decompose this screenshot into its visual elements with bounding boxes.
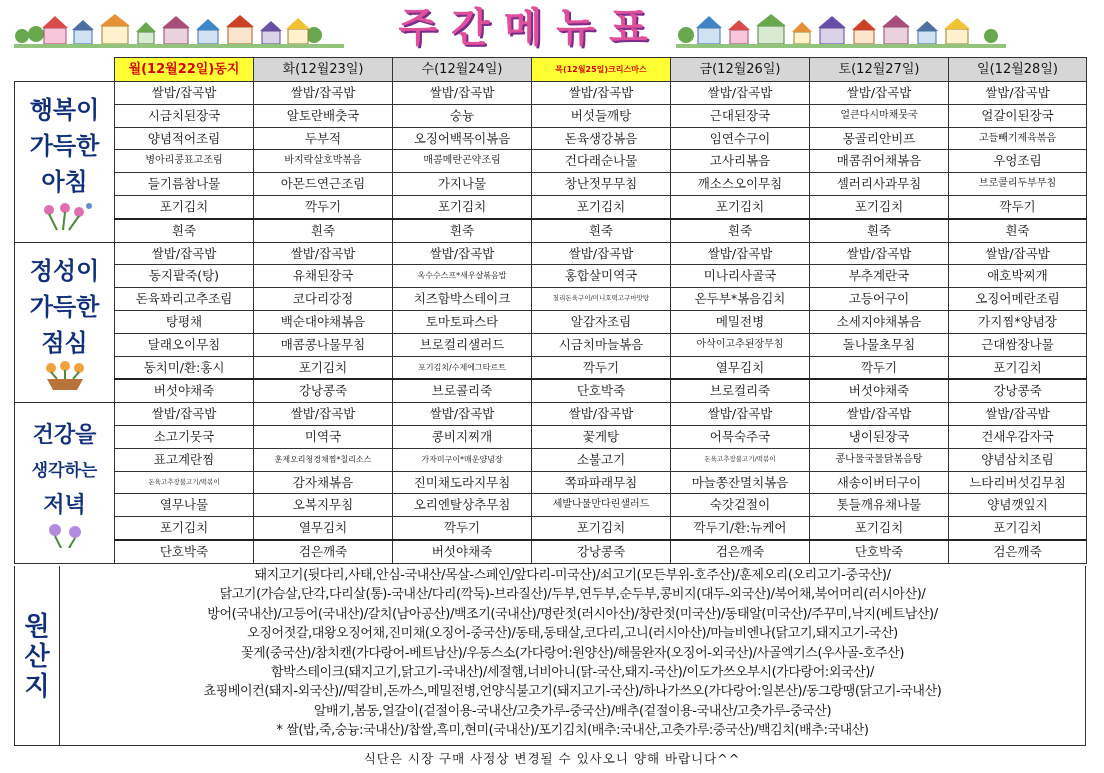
origin-label-char: 지 <box>24 672 50 702</box>
menu-cell: 미역국 <box>254 425 393 448</box>
meal-label-line: 정성이 <box>29 256 100 286</box>
menu-cell: 감자채볶음 <box>254 471 393 494</box>
menu-cell: 근대된장국 <box>671 104 810 127</box>
menu-cell: 깍두기 <box>810 356 949 379</box>
menu-cell: 톳들깨유채나물 <box>810 494 949 517</box>
menu-cell: 돌나물초무침 <box>810 333 949 356</box>
menu-cell: 열무나물 <box>115 494 254 517</box>
meal-label-line: 점심 <box>41 328 88 358</box>
porridge-cell: 흰죽 <box>532 219 671 242</box>
porridge-cell: 검은깨죽 <box>254 540 393 563</box>
menu-cell: 깍두기 <box>532 356 671 379</box>
dinner-row-3 <box>15 471 1087 494</box>
menu-cell: 달래오이무침 <box>115 333 254 356</box>
menu-cell: 포기김치 <box>949 356 1087 379</box>
menu-cell: 쌀밥/잡곡밥 <box>393 82 532 105</box>
origin-line: 방어(국내산)/고등어(국내산)/갈치(남아공산)/백조기(국내산)/명란젓(러시아산)/창란젓(미국산)/동태알(미국산)/주꾸미,낙지(베트남산)/ <box>207 606 938 622</box>
menu-cell: 포기김치 <box>115 195 254 218</box>
footer-note: 식단은 시장 구매 사정상 변경될 수 있사오니 양해 바랍니다^^ <box>363 751 741 766</box>
menu-cell: 돈육꽈리고추조림 <box>115 288 254 311</box>
menu-cell: 시금치마늘볶음 <box>532 333 671 356</box>
origin-line: * 쌀(밥,죽,숭늉:국내산)/찹쌀,흑미,현미(국내산)/포기김치(배추:국내산,고춧가루:중국산)/백김치(배추:국내산) <box>276 723 869 739</box>
page-header <box>0 0 1104 56</box>
menu-cell: 셀러리사과무침 <box>810 173 949 196</box>
breakfast-row-5 <box>15 195 1087 218</box>
day-header-tue: 화(12월23일) <box>254 58 393 82</box>
menu-cell: 포기김치 <box>671 195 810 218</box>
menu-cell: 임연수구이 <box>671 127 810 150</box>
menu-cell: 깨소스오이무침 <box>671 173 810 196</box>
dinner-row-2 <box>15 448 1087 471</box>
meal-label-breakfast <box>15 82 115 243</box>
origin-line: 알배기,봄동,얼갈이(겉절이용-국내산/고춧가루-중국산)/배추(겉절이용-국내산/고춧가루-중국산) <box>313 703 832 719</box>
menu-cell: 동지팥죽(탕) <box>115 265 254 288</box>
weekly-menu-table <box>14 57 1087 564</box>
meal-label-dinner <box>15 403 115 564</box>
menu-cell: 꽃게탕 <box>532 425 671 448</box>
menu-cell: 양념깻잎지 <box>949 494 1087 517</box>
menu-cell: 우엉조림 <box>949 150 1087 173</box>
menu-cell: 포기김치 <box>393 195 532 218</box>
menu-cell: 쌀밥/잡곡밥 <box>949 82 1087 105</box>
menu-cell: 쌀밥/잡곡밥 <box>115 82 254 105</box>
menu-cell: 쌀밥/잡곡밥 <box>532 403 671 426</box>
flower-icon <box>35 522 95 548</box>
menu-cell: 어묵숙주국 <box>671 425 810 448</box>
day-header-wed: 수(12월24일) <box>393 58 532 82</box>
menu-cell: 쌀밥/잡곡밥 <box>254 403 393 426</box>
menu-cell: 오징어백목이볶음 <box>393 127 532 150</box>
menu-cell: 숭늉 <box>393 104 532 127</box>
menu-cell: 표고계란찜 <box>115 448 254 471</box>
menu-cell: 오리엔탈상추무침 <box>393 494 532 517</box>
day-header-sat: 토(12월27일) <box>810 58 949 82</box>
menu-cell: 포기김치/수제에그타르트 <box>393 356 532 379</box>
menu-cell: 홍합살미역국 <box>532 265 671 288</box>
menu-cell: 냉이된장국 <box>810 425 949 448</box>
menu-cell: 포기김치 <box>532 517 671 540</box>
flowerpot-icon <box>35 361 95 391</box>
menu-cell: 콩나물국물닭볶음탕 <box>810 448 949 471</box>
lunch-row-5 <box>15 356 1087 379</box>
menu-cell: 가지찜*양념장 <box>949 310 1087 333</box>
menu-cell: 느타리버섯김무침 <box>949 471 1087 494</box>
origin-label-char: 원 <box>24 612 50 642</box>
lunch-row-4 <box>15 333 1087 356</box>
porridge-cell: 단호박죽 <box>532 379 671 402</box>
menu-cell: 토마토파스타 <box>393 310 532 333</box>
meal-label-line: 행복이 <box>29 94 100 124</box>
porridge-cell: 강낭콩죽 <box>532 540 671 563</box>
origin-section <box>14 566 1086 746</box>
dinner-row-4 <box>15 494 1087 517</box>
lunch-row-0 <box>15 242 1087 265</box>
porridge-cell: 흰죽 <box>810 219 949 242</box>
meal-label-line: 건강을 <box>32 421 97 448</box>
porridge-cell: 흰죽 <box>393 219 532 242</box>
menu-cell: 쌀밥/잡곡밥 <box>671 242 810 265</box>
menu-cell: 쌀밥/잡곡밥 <box>671 403 810 426</box>
dinner-porridge-row <box>15 540 1087 563</box>
menu-cell: 쌀밥/잡곡밥 <box>532 242 671 265</box>
menu-cell: 쌀밥/잡곡밥 <box>810 242 949 265</box>
menu-cell: 쌀밥/잡곡밥 <box>254 242 393 265</box>
breakfast-row-3 <box>15 150 1087 173</box>
menu-cell: 포기김치 <box>532 195 671 218</box>
menu-cell: 포기김치 <box>810 517 949 540</box>
menu-cell: 훈제오리청경채찜*칠리소스 <box>254 448 393 471</box>
origin-line: 닭고기(가슴살,단각,다리살(통)-국내산/다리(깍둑)-브라질산)/두부,연두부,순두부,콩비지(대두-외국산)/북어채,북어머리(러시아산)/ <box>219 587 926 603</box>
menu-cell: 쌀밥/잡곡밥 <box>949 242 1087 265</box>
menu-cell: 유채된장국 <box>254 265 393 288</box>
menu-cell: 알토란배춧국 <box>254 104 393 127</box>
porridge-cell: 단호박죽 <box>115 540 254 563</box>
menu-cell: 시금치된장국 <box>115 104 254 127</box>
menu-cell: 매콤콩나물무침 <box>254 333 393 356</box>
meal-label-lunch <box>15 242 115 403</box>
breakfast-row-4 <box>15 173 1087 196</box>
origin-line: 꽃게(중국산)/참치캔(가다랑어-베트남산)/우동스소(가다랑어:원양산)/해물완자(오징어-외국산)/사골엑기스(우사골-호주산) <box>240 645 905 661</box>
breakfast-porridge-row <box>15 219 1087 242</box>
menu-cell: 두부적 <box>254 127 393 150</box>
origin-label <box>15 566 60 746</box>
menu-cell: 코다리강정 <box>254 288 393 311</box>
menu-cell: 매콤메란곤약조림 <box>393 150 532 173</box>
origin-line: 오징어젓갈,대왕오징어채,진미채(오징어-중국산)/동태,동태살,코다리,고니(러시아산)/마늘비엔나(닭고기,돼지고기-국산) <box>247 626 898 642</box>
menu-cell: 쌀밥/잡곡밥 <box>949 403 1087 426</box>
menu-cell: 콩비지찌개 <box>393 425 532 448</box>
menu-cell: 가지나물 <box>393 173 532 196</box>
menu-cell: 오징어메란조림 <box>949 288 1087 311</box>
porridge-cell: 버섯야채죽 <box>393 540 532 563</box>
menu-cell: 창난젓무무침 <box>532 173 671 196</box>
day-header-row <box>15 58 1087 82</box>
porridge-cell: 검은깨죽 <box>949 540 1087 563</box>
breakfast-row-1 <box>15 104 1087 127</box>
menu-cell: 브로콜리두부무침 <box>949 173 1087 196</box>
day-header-sun: 일(12월28일) <box>949 58 1087 82</box>
menu-cell: 열무김치 <box>671 356 810 379</box>
menu-cell: 포기김치 <box>810 195 949 218</box>
menu-cell: 근대쌈장나물 <box>949 333 1087 356</box>
origin-text <box>60 566 1085 746</box>
lunch-porridge-row <box>15 379 1087 402</box>
porridge-cell: 흰죽 <box>254 219 393 242</box>
porridge-cell: 검은깨죽 <box>671 540 810 563</box>
menu-cell: 쌀밥/잡곡밥 <box>115 403 254 426</box>
menu-cell: 세발나물만다린샐러드 <box>532 494 671 517</box>
porridge-cell: 단호박죽 <box>810 540 949 563</box>
lunch-row-1 <box>15 265 1087 288</box>
menu-cell: 메밀전병 <box>671 310 810 333</box>
menu-cell: 소세지야채볶음 <box>810 310 949 333</box>
day-header-mon: 월(12월22일)동지 <box>115 58 254 82</box>
menu-cell: 건새우감자국 <box>949 425 1087 448</box>
origin-label-char: 산 <box>24 642 50 672</box>
menu-cell: 쌀밥/잡곡밥 <box>254 82 393 105</box>
lunch-row-2 <box>15 288 1087 311</box>
menu-cell: 브로컬리샐러드 <box>393 333 532 356</box>
menu-cell: 소고기뭇국 <box>115 425 254 448</box>
menu-cell: 아몬드연근조림 <box>254 173 393 196</box>
menu-cell: 깍두기 <box>254 195 393 218</box>
corner-cell <box>15 58 115 82</box>
menu-cell: 고들빼기제육볶음 <box>949 127 1087 150</box>
menu-cell: 쌀밥/잡곡밥 <box>393 403 532 426</box>
menu-cell: 깍두기 <box>393 517 532 540</box>
porridge-cell: 흰죽 <box>949 219 1087 242</box>
menu-cell: 칠리돈육구이/미니호떡고구마맛탕 <box>532 288 671 311</box>
page-title: 주간메뉴표 <box>398 5 662 51</box>
origin-line: 돼지고기(뒷다리,사태,안심-국내산/목살-스페인/앞다리-미국산)/쇠고기(모든부위-호주산)/훈제오리(오리고기-중국산)/ <box>254 568 891 583</box>
menu-cell: 백순대야채볶음 <box>254 310 393 333</box>
menu-cell: 미나리사골국 <box>671 265 810 288</box>
porridge-cell: 버섯야채죽 <box>810 379 949 402</box>
menu-cell: 병아리콩표고조림 <box>115 150 254 173</box>
menu-cell: 가자미구이*매운양념장 <box>393 448 532 471</box>
menu-cell: 매콤쥐어채볶음 <box>810 150 949 173</box>
menu-cell: 얼큰다시마채뭇국 <box>810 104 949 127</box>
menu-cell: 부추계란국 <box>810 265 949 288</box>
menu-cell: 오복지무침 <box>254 494 393 517</box>
meal-label-line: 가득한 <box>29 292 100 322</box>
flower-icon <box>35 200 95 232</box>
town-illustration-right <box>676 10 1006 50</box>
meal-label-line: 가득한 <box>29 130 100 160</box>
breakfast-row-0 <box>15 82 1087 105</box>
menu-cell: 양념적어조림 <box>115 127 254 150</box>
menu-cell: 포기김치 <box>254 356 393 379</box>
origin-line: 쵸핑베이컨(돼지-외국산)//떡갈비,돈까스,메밀전병,언양식불고기(돼지고기-국산)/하나가쓰오(가다랑어:일본산)/동그랑땡(닭고기-국내산) <box>203 684 942 700</box>
menu-cell: 고사리볶음 <box>671 150 810 173</box>
menu-cell: 쌀밥/잡곡밥 <box>671 82 810 105</box>
dinner-row-5 <box>15 517 1087 540</box>
dinner-row-0 <box>15 403 1087 426</box>
menu-cell: 버섯들깨탕 <box>532 104 671 127</box>
menu-cell: 고등어구이 <box>810 288 949 311</box>
menu-cell: 들기름참나물 <box>115 173 254 196</box>
porridge-cell: 버섯야채죽 <box>115 379 254 402</box>
menu-cell: 숙갓겉절이 <box>671 494 810 517</box>
porridge-cell: 브로컬리죽 <box>671 379 810 402</box>
menu-cell: 탕평채 <box>115 310 254 333</box>
menu-cell: 깍두기/환:뉴케어 <box>671 517 810 540</box>
menu-cell: 새송이버터구이 <box>810 471 949 494</box>
menu-cell: 알감자조림 <box>532 310 671 333</box>
menu-cell: 동치미/환:홍시 <box>115 356 254 379</box>
menu-cell: 쌀밥/잡곡밥 <box>393 242 532 265</box>
dinner-row-1 <box>15 425 1087 448</box>
lunch-row-3 <box>15 310 1087 333</box>
menu-cell: 쌀밥/잡곡밥 <box>532 82 671 105</box>
porridge-cell: 흰죽 <box>671 219 810 242</box>
menu-cell: 소불고기 <box>532 448 671 471</box>
menu-cell: 돈육고추장불고기/떡볶이 <box>671 448 810 471</box>
menu-cell: 온두부*볶음김치 <box>671 288 810 311</box>
origin-line: 함박스테이크(돼지고기,닭고기-국내산)/세절햄,너비아니(닭-국산,돼지-국산)/이도가쓰오부시(가다랑어:외국산)/ <box>271 665 874 681</box>
menu-cell: 애호박찌개 <box>949 265 1087 288</box>
menu-cell: 쌀밥/잡곡밥 <box>810 82 949 105</box>
menu-cell: 포기김치 <box>115 517 254 540</box>
menu-cell: 몽골리안비프 <box>810 127 949 150</box>
menu-cell: 양념삼치조림 <box>949 448 1087 471</box>
menu-cell: 건다래순나물 <box>532 150 671 173</box>
menu-cell: 돈육생강볶음 <box>532 127 671 150</box>
menu-cell: 진미채도라지무침 <box>393 471 532 494</box>
porridge-cell: 강낭콩죽 <box>254 379 393 402</box>
menu-cell: 깍두기 <box>949 195 1087 218</box>
meal-label-line: 아침 <box>41 166 88 196</box>
menu-cell: 옥수수스프*새우살볶음밥 <box>393 265 532 288</box>
meal-label-line: 저녁 <box>43 491 86 518</box>
menu-cell: 아삭이고추된장무침 <box>671 333 810 356</box>
menu-cell: 쌀밥/잡곡밥 <box>810 403 949 426</box>
menu-cell: 쌀밥/잡곡밥 <box>115 242 254 265</box>
menu-cell: 돈육고추장불고기/떡볶이 <box>115 471 254 494</box>
menu-cell: 열무김치 <box>254 517 393 540</box>
menu-cell: 얼갈이된장국 <box>949 104 1087 127</box>
porridge-cell: 브로콜리죽 <box>393 379 532 402</box>
town-illustration-left <box>14 10 344 50</box>
breakfast-row-2 <box>15 127 1087 150</box>
menu-cell: 포기김치 <box>949 517 1087 540</box>
porridge-cell: 강낭콩죽 <box>949 379 1087 402</box>
menu-cell: 마늘쫑잔멸치볶음 <box>671 471 810 494</box>
meal-label-line: 생각하는 <box>31 460 98 481</box>
menu-cell: 바지락살호박볶음 <box>254 150 393 173</box>
day-header-thu: 목(12월25일)크리스마스 <box>532 58 671 82</box>
day-header-fri: 금(12월26일) <box>671 58 810 82</box>
menu-cell: 쪽파파래무침 <box>532 471 671 494</box>
porridge-cell: 흰죽 <box>115 219 254 242</box>
menu-cell: 치즈함박스테이크 <box>393 288 532 311</box>
